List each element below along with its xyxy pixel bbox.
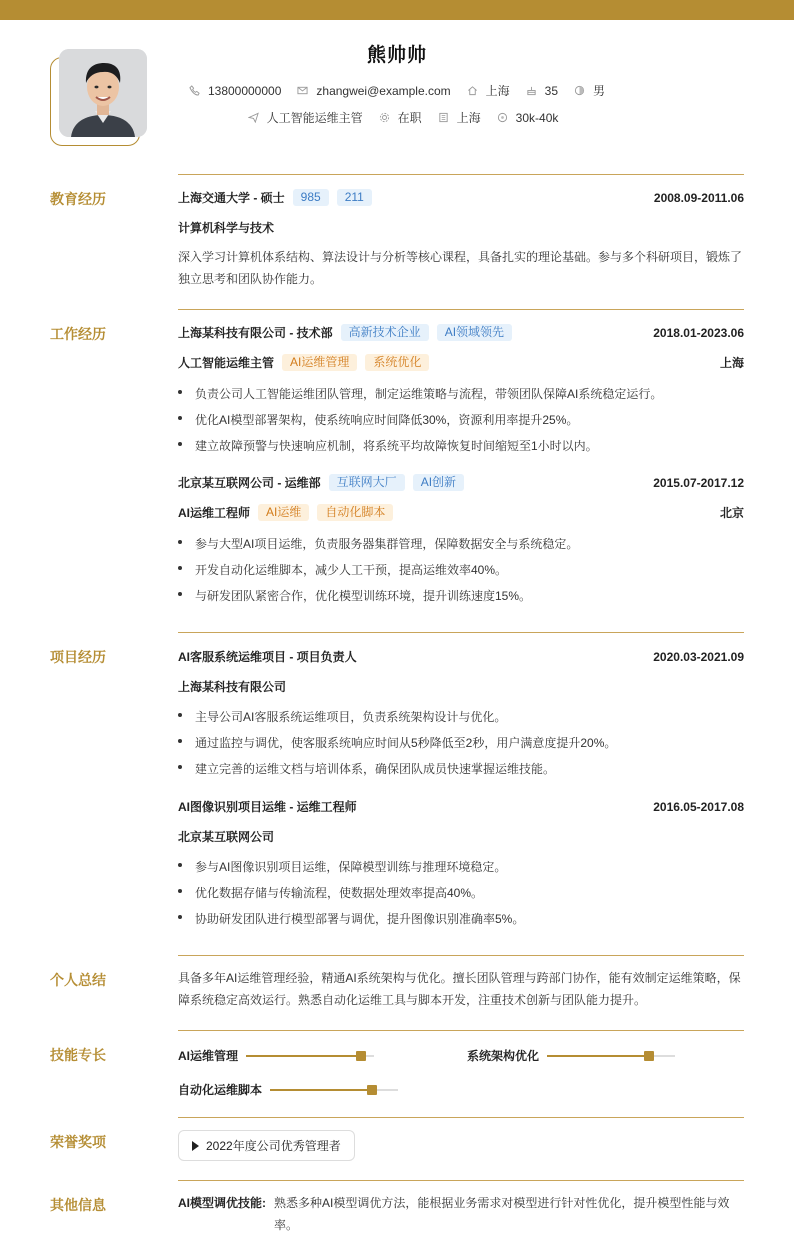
role-tag: AI运维 <box>258 504 309 521</box>
list-item: 参与AI图像识别项目运维，保障模型训练与推理环境稳定。 <box>178 858 744 875</box>
work-header <box>178 474 744 491</box>
section-divider <box>178 1030 744 1031</box>
work-city: 上海 <box>719 356 744 370</box>
company-tag: AI领域领先 <box>437 324 512 341</box>
major-name: 计算机科学与技术 <box>178 221 275 235</box>
top-accent-bar <box>0 0 794 20</box>
company-tag: 互联网大厂 <box>329 474 405 491</box>
other-section <box>50 1180 744 1240</box>
summary-section <box>50 955 744 1025</box>
email-text: zhangwei@example.com <box>316 83 451 98</box>
gender-icon <box>574 85 585 96</box>
section-title: 项目经历 <box>50 649 106 665</box>
project-org-row <box>178 828 744 845</box>
other-label: AI模型调优技能: <box>178 1196 266 1210</box>
role-tag: AI运维管理 <box>282 354 357 371</box>
skill-name: AI运维管理 <box>178 1049 239 1063</box>
project-date: 2016.05-2017.08 <box>653 799 744 814</box>
section-divider <box>178 309 744 310</box>
status-text: 在职 <box>397 111 422 125</box>
project-date: 2020.03-2021.09 <box>653 649 744 664</box>
role-name: 人工智能运维主管 <box>178 356 275 370</box>
skill-item <box>178 1081 398 1098</box>
projects-section <box>50 632 744 952</box>
skill-bar <box>270 1089 398 1091</box>
school-tag: 211 <box>337 189 372 206</box>
role-tag: 系统优化 <box>365 354 429 371</box>
skill-bar <box>246 1055 374 1057</box>
role-tag: 自动化脚本 <box>317 504 393 521</box>
company-name: 上海某科技有限公司 - 技术部 <box>178 326 333 340</box>
project-org-row <box>178 678 744 695</box>
list-item: 开发自动化运维脚本，减少人工干预，提高运维效率40%。 <box>178 561 744 578</box>
project-header <box>178 648 744 665</box>
status-item <box>379 109 422 126</box>
list-item: 优化AI模型部署架构，使系统响应时间降低30%，资源利用率提升25%。 <box>178 411 744 428</box>
education-description: 深入学习计算机体系结构、算法设计与分析等核心课程，具备扎实的理论基础。参与多个科研项目，锻炼了独立思考和团队协作能力。 <box>178 250 743 286</box>
contact-row <box>0 82 794 99</box>
work-city: 北京 <box>719 506 744 520</box>
email-item <box>297 84 450 98</box>
salary-item <box>497 111 559 125</box>
position-text: 人工智能运维主管 <box>266 111 363 125</box>
company-tag: AI创新 <box>413 474 464 491</box>
project-name: AI客服系统运维项目 - 项目负责人 <box>178 650 357 664</box>
city-text: 上海 <box>485 84 510 98</box>
work-city-item <box>438 109 481 126</box>
skill-knob <box>367 1085 377 1095</box>
gender-text: 男 <box>593 84 606 98</box>
school-tag: 985 <box>293 189 329 206</box>
gender-item <box>574 82 605 99</box>
gear-icon <box>379 112 390 123</box>
awards-section <box>50 1117 744 1177</box>
mail-icon <box>297 85 308 96</box>
section-divider <box>178 1117 744 1118</box>
city-item <box>467 82 510 99</box>
skill-knob <box>356 1051 366 1061</box>
building-icon <box>438 112 449 123</box>
list-item: 优化数据存储与传输流程，使数据处理效率提高40%。 <box>178 884 744 901</box>
school-name: 上海交通大学 - 硕士 <box>178 191 285 205</box>
age-item <box>526 84 558 98</box>
candidate-name: 熊帅帅 <box>366 45 427 66</box>
money-icon <box>497 112 508 123</box>
salary-text: 30k-40k <box>515 110 559 125</box>
project-name: AI图像识别项目运维 - 运维工程师 <box>178 800 357 814</box>
role-name: AI运维工程师 <box>178 506 251 520</box>
list-item: 主导公司AI客服系统运维项目，负责系统架构设计与优化。 <box>178 708 744 725</box>
work-city-text: 上海 <box>456 111 481 125</box>
summary-text: 具备多年AI运维管理经验，精通AI系统架构与优化。擅长团队管理与跨部门协作，能有效制定运维策略，保障系统稳定高效运行。熟悉自动化运维工具与脚本开发，注重技术创新与团队能力提升。 <box>178 971 741 1007</box>
position-item <box>248 109 363 126</box>
list-item: 建立故障预警与快速响应机制，将系统平均故障恢复时间缩短至1小时以内。 <box>178 437 744 454</box>
cake-icon <box>526 85 537 96</box>
role-row <box>178 504 744 521</box>
education-date: 2008.09-2011.06 <box>653 190 744 205</box>
work-date: 2015.07-2017.12 <box>653 475 744 490</box>
skill-name: 自动化运维脚本 <box>178 1083 263 1097</box>
list-item: 参与大型AI项目运维，负责服务器集群管理，保障数据安全与系统稳定。 <box>178 535 744 552</box>
work-header <box>178 324 744 341</box>
other-text: 熟悉多种AI模型调优方法，能根据业务需求对模型进行针对性优化，提升模型性能与效率。 <box>274 1196 730 1232</box>
work-section <box>50 309 744 629</box>
skill-fill <box>547 1055 649 1057</box>
major-row <box>178 219 744 236</box>
phone-item <box>189 84 281 98</box>
skills-section <box>50 1030 744 1115</box>
skill-knob <box>644 1051 654 1061</box>
skill-item <box>467 1047 675 1064</box>
skill-fill <box>270 1089 372 1091</box>
send-icon <box>248 112 259 123</box>
education-section <box>50 174 744 304</box>
phone-text: 13800000000 <box>207 83 282 98</box>
skill-bar <box>547 1055 675 1057</box>
section-title: 工作经历 <box>50 326 106 342</box>
home-icon <box>467 85 478 96</box>
award-text: 2022年度公司优秀管理者 <box>206 1139 341 1153</box>
company-tag: 高新技术企业 <box>341 324 429 341</box>
project-org: 上海某科技有限公司 <box>178 680 287 694</box>
skill-item <box>178 1047 374 1064</box>
section-divider <box>178 632 744 633</box>
list-item: 通过监控与调优，使客服系统响应时间从5秒降低至2秒，用户满意度提升20%。 <box>178 734 744 751</box>
list-item: 与研发团队紧密合作，优化模型训练环境，提升训练速度15%。 <box>178 587 744 604</box>
section-divider <box>178 955 744 956</box>
section-title: 技能专长 <box>50 1047 106 1063</box>
list-item: 负责公司人工智能运维团队管理，制定运维策略与流程，带领团队保障AI系统稳定运行。 <box>178 385 744 402</box>
education-header <box>178 189 744 206</box>
age-text: 35 <box>544 83 559 98</box>
section-title: 其他信息 <box>50 1197 106 1213</box>
section-divider <box>178 1180 744 1181</box>
list-item: 建立完善的运维文档与培训体系，确保团队成员快速掌握运维技能。 <box>178 760 744 777</box>
list-item: 协助研发团队进行模型部署与调优，提升图像识别准确率5%。 <box>178 910 744 927</box>
role-row <box>178 354 744 371</box>
phone-icon <box>189 85 200 96</box>
skill-name: 系统架构优化 <box>467 1049 540 1063</box>
company-name: 北京某互联网公司 - 运维部 <box>178 476 321 490</box>
section-divider <box>178 174 744 175</box>
award-item[interactable] <box>178 1130 355 1161</box>
section-title: 个人总结 <box>50 972 106 988</box>
skill-fill <box>246 1055 361 1057</box>
project-header <box>178 798 744 815</box>
project-org: 北京某互联网公司 <box>178 830 275 844</box>
section-title: 荣誉奖项 <box>50 1134 106 1150</box>
job-intent-row <box>6 109 794 126</box>
caret-right-icon <box>192 1141 199 1151</box>
section-title: 教育经历 <box>50 191 106 207</box>
work-date: 2018.01-2023.06 <box>653 325 744 340</box>
